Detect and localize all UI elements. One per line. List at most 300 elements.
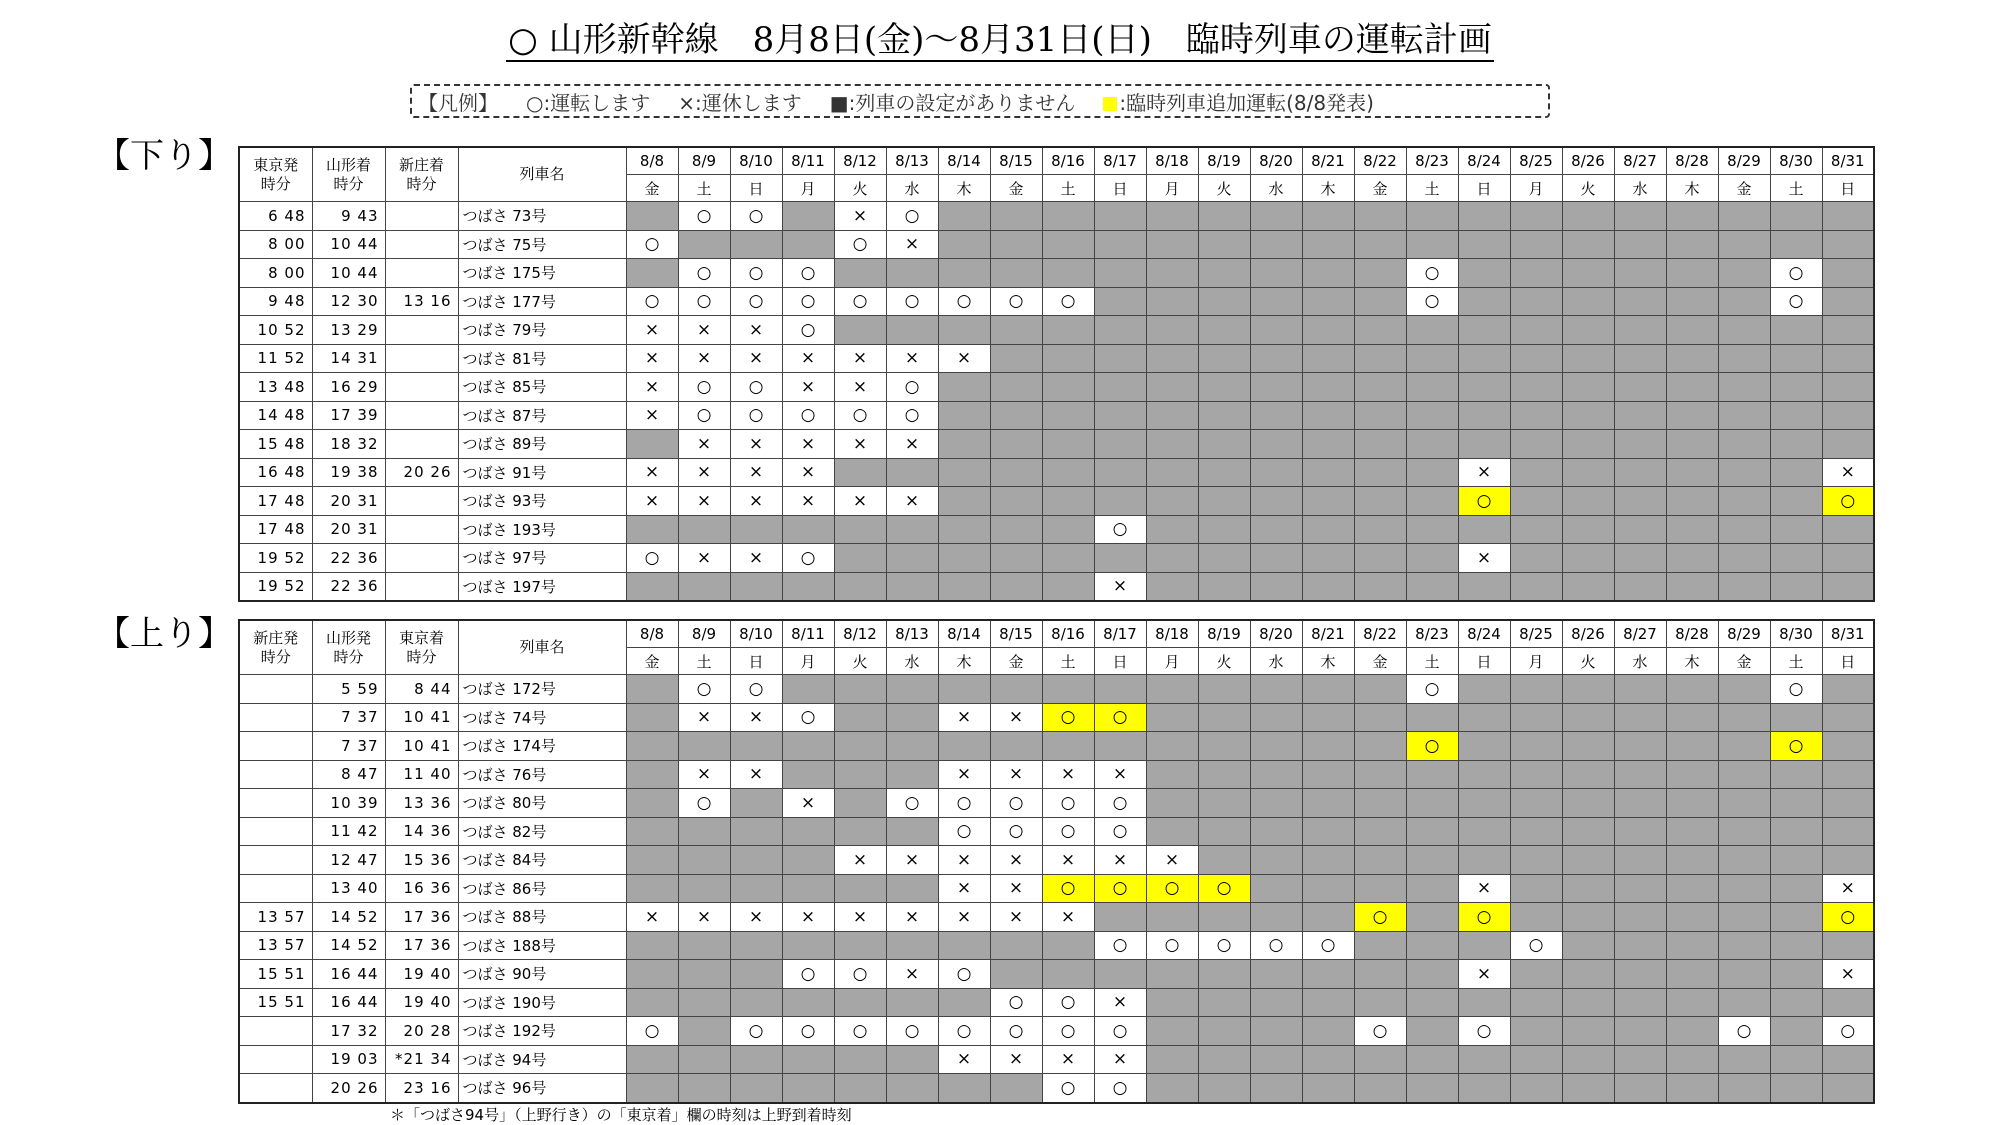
cell-running: ○ — [938, 287, 990, 316]
header-time-3: 新庄着 時分 — [385, 147, 458, 202]
cell-no-service — [1302, 373, 1354, 402]
cell-no-service — [886, 732, 938, 761]
cell-no-service — [990, 202, 1042, 231]
cell-no-service — [1614, 430, 1666, 459]
cell-no-service — [834, 931, 886, 960]
cell-cancelled: × — [1094, 846, 1146, 875]
cell-no-service — [1822, 259, 1874, 288]
cell-cancelled: × — [678, 487, 730, 516]
cell-no-service — [1198, 544, 1250, 573]
cell-no-service — [1822, 401, 1874, 430]
cell-no-service — [1094, 316, 1146, 345]
cell-no-service — [1510, 846, 1562, 875]
cell-no-service — [1614, 287, 1666, 316]
cell-no-service — [1250, 401, 1302, 430]
cell-no-service — [1718, 1045, 1770, 1074]
cell-no-service — [1770, 846, 1822, 875]
train-name: つばさ 73号 — [458, 202, 626, 231]
header-weekday: 土 — [1042, 175, 1094, 202]
cell-running: ○ — [938, 789, 990, 818]
cell-no-service — [730, 572, 782, 601]
cell-no-service — [1354, 401, 1406, 430]
train-name: つばさ 87号 — [458, 401, 626, 430]
cell-running: ○ — [1094, 1074, 1146, 1103]
time-2: 14 31 — [312, 344, 385, 373]
time-2: 18 32 — [312, 430, 385, 459]
time-1: 14 48 — [239, 401, 312, 430]
cell-no-service — [1198, 789, 1250, 818]
cell-no-service — [1770, 373, 1822, 402]
header-time-2: 山形発 時分 — [312, 620, 385, 675]
train-name: つばさ 84号 — [458, 846, 626, 875]
cell-no-service — [1510, 988, 1562, 1017]
cell-no-service — [1666, 960, 1718, 989]
cell-no-service — [1302, 903, 1354, 932]
cell-no-service — [1510, 316, 1562, 345]
cell-no-service — [1302, 874, 1354, 903]
cell-no-service — [1510, 874, 1562, 903]
cell-no-service — [990, 572, 1042, 601]
cell-no-service — [1822, 287, 1874, 316]
legend-cancel: ×:運休します — [678, 90, 802, 115]
cell-no-service — [886, 259, 938, 288]
cell-cancelled: × — [626, 903, 678, 932]
train-name: つばさ 79号 — [458, 316, 626, 345]
cell-no-service — [834, 675, 886, 704]
cell-no-service — [938, 487, 990, 516]
cell-no-service — [1770, 316, 1822, 345]
cell-no-service — [1822, 988, 1874, 1017]
cell-no-service — [1146, 316, 1198, 345]
cell-no-service — [1354, 230, 1406, 259]
train-name: つばさ 175号 — [458, 259, 626, 288]
cell-cancelled: × — [834, 903, 886, 932]
cell-running: ○ — [1302, 931, 1354, 960]
cell-no-service — [1406, 703, 1458, 732]
cell-no-service — [834, 316, 886, 345]
header-weekday: 日 — [1822, 175, 1874, 202]
cell-cancelled: × — [990, 874, 1042, 903]
cell-no-service — [1198, 259, 1250, 288]
cell-no-service — [782, 515, 834, 544]
cell-no-service — [1614, 874, 1666, 903]
cell-cancelled: × — [678, 760, 730, 789]
cell-no-service — [834, 817, 886, 846]
cell-no-service — [1666, 373, 1718, 402]
header-date: 8/12 — [834, 147, 886, 175]
cell-no-service — [1094, 544, 1146, 573]
cell-added-run: ○ — [1458, 903, 1510, 932]
cell-no-service — [1354, 675, 1406, 704]
cell-running: ○ — [678, 259, 730, 288]
header-weekday: 金 — [1718, 175, 1770, 202]
cell-no-service — [626, 675, 678, 704]
time-1 — [239, 789, 312, 818]
cell-running: ○ — [678, 287, 730, 316]
cell-cancelled: × — [1094, 988, 1146, 1017]
cell-no-service — [990, 515, 1042, 544]
cell-no-service — [1562, 703, 1614, 732]
table-row — [239, 903, 1874, 932]
cell-no-service — [1146, 202, 1198, 231]
header-weekday: 木 — [1666, 648, 1718, 675]
cell-no-service — [938, 259, 990, 288]
cell-added-run: ○ — [1354, 903, 1406, 932]
cell-no-service — [1250, 817, 1302, 846]
header-date: 8/14 — [938, 147, 990, 175]
header-weekday: 日 — [1094, 648, 1146, 675]
time-3: 14 36 — [385, 817, 458, 846]
cell-no-service — [1666, 703, 1718, 732]
cell-no-service — [1718, 988, 1770, 1017]
cell-no-service — [1146, 1017, 1198, 1046]
cell-no-service — [1198, 230, 1250, 259]
cell-no-service — [1250, 760, 1302, 789]
cell-no-service — [1042, 732, 1094, 761]
train-name: つばさ 192号 — [458, 1017, 626, 1046]
cell-no-service — [1198, 487, 1250, 516]
cell-no-service — [1354, 874, 1406, 903]
time-2: 12 30 — [312, 287, 385, 316]
time-3: 17 36 — [385, 903, 458, 932]
time-1: 13 48 — [239, 373, 312, 402]
cell-no-service — [1458, 760, 1510, 789]
up-timetable — [238, 619, 1875, 1104]
time-3: 23 16 — [385, 1074, 458, 1103]
cell-running: ○ — [730, 675, 782, 704]
header-date: 8/22 — [1354, 147, 1406, 175]
cell-running: ○ — [990, 817, 1042, 846]
cell-cancelled: × — [1822, 458, 1874, 487]
header-date: 8/14 — [938, 620, 990, 648]
cell-no-service — [886, 874, 938, 903]
cell-no-service — [1198, 703, 1250, 732]
cell-no-service — [1250, 316, 1302, 345]
time-1: 16 48 — [239, 458, 312, 487]
cell-no-service — [678, 817, 730, 846]
time-3 — [385, 401, 458, 430]
cell-no-service — [1614, 732, 1666, 761]
header-weekday: 土 — [1406, 175, 1458, 202]
header-train-name: 列車名 — [458, 620, 626, 675]
cell-no-service — [1198, 675, 1250, 704]
cell-cancelled: × — [834, 430, 886, 459]
cell-running: ○ — [1042, 1017, 1094, 1046]
cell-no-service — [1406, 430, 1458, 459]
cell-cancelled: × — [1146, 846, 1198, 875]
header-weekday: 金 — [1718, 648, 1770, 675]
header-date: 8/19 — [1198, 620, 1250, 648]
cell-no-service — [1042, 572, 1094, 601]
cell-no-service — [1302, 1074, 1354, 1103]
cell-cancelled: × — [886, 903, 938, 932]
cell-no-service — [1250, 903, 1302, 932]
cell-no-service — [1146, 487, 1198, 516]
cell-no-service — [1250, 344, 1302, 373]
cell-no-service — [1666, 202, 1718, 231]
cell-no-service — [938, 1074, 990, 1103]
cell-no-service — [782, 572, 834, 601]
cell-added-run: ○ — [1406, 732, 1458, 761]
cell-no-service — [1718, 430, 1770, 459]
cell-no-service — [1562, 732, 1614, 761]
cell-no-service — [886, 1045, 938, 1074]
cell-no-service — [1614, 230, 1666, 259]
cell-no-service — [782, 230, 834, 259]
time-2: 13 29 — [312, 316, 385, 345]
header-weekday: 火 — [1198, 648, 1250, 675]
cell-no-service — [1146, 960, 1198, 989]
cell-cancelled: × — [678, 703, 730, 732]
cell-no-service — [1614, 202, 1666, 231]
cell-no-service — [1718, 316, 1770, 345]
cell-no-service — [782, 846, 834, 875]
cell-no-service — [1666, 846, 1718, 875]
cell-no-service — [1718, 487, 1770, 516]
cell-no-service — [1718, 515, 1770, 544]
header-date: 8/28 — [1666, 620, 1718, 648]
cell-no-service — [1250, 732, 1302, 761]
cell-no-service — [1666, 675, 1718, 704]
cell-cancelled: × — [678, 458, 730, 487]
cell-no-service — [782, 817, 834, 846]
time-1 — [239, 817, 312, 846]
cell-no-service — [1042, 259, 1094, 288]
cell-no-service — [1562, 1017, 1614, 1046]
cell-cancelled: × — [782, 458, 834, 487]
time-2: 20 31 — [312, 487, 385, 516]
cell-no-service — [834, 515, 886, 544]
cell-no-service — [1718, 846, 1770, 875]
cell-no-service — [1562, 675, 1614, 704]
cell-running: ○ — [626, 230, 678, 259]
header-weekday: 金 — [626, 648, 678, 675]
cell-no-service — [1666, 401, 1718, 430]
header-date: 8/17 — [1094, 147, 1146, 175]
cell-no-service — [1458, 1045, 1510, 1074]
cell-no-service — [1614, 515, 1666, 544]
cell-cancelled: × — [886, 344, 938, 373]
cell-no-service — [1822, 846, 1874, 875]
cell-cancelled: × — [678, 544, 730, 573]
header-date: 8/16 — [1042, 147, 1094, 175]
cell-no-service — [1146, 732, 1198, 761]
cell-no-service — [1718, 259, 1770, 288]
header-date: 8/26 — [1562, 620, 1614, 648]
cell-no-service — [990, 401, 1042, 430]
cell-no-service — [1146, 1045, 1198, 1074]
cell-running: ○ — [834, 401, 886, 430]
cell-no-service — [1770, 789, 1822, 818]
cell-added-run: ○ — [1770, 732, 1822, 761]
cell-no-service — [1146, 572, 1198, 601]
cell-no-service — [782, 202, 834, 231]
section-label-up: 【上り】 — [96, 614, 232, 654]
cell-no-service — [1354, 344, 1406, 373]
cell-no-service — [1458, 316, 1510, 345]
cell-no-service — [1042, 316, 1094, 345]
time-1 — [239, 703, 312, 732]
cell-no-service — [678, 1017, 730, 1046]
cell-running: ○ — [938, 817, 990, 846]
header-time-3: 東京着 時分 — [385, 620, 458, 675]
cell-cancelled: × — [730, 703, 782, 732]
header-weekday: 水 — [1614, 175, 1666, 202]
table-row — [239, 760, 1874, 789]
header-weekday: 木 — [1302, 648, 1354, 675]
cell-no-service — [1146, 760, 1198, 789]
cell-no-service — [990, 732, 1042, 761]
cell-no-service — [1354, 760, 1406, 789]
cell-cancelled: × — [990, 846, 1042, 875]
cell-running: ○ — [626, 1017, 678, 1046]
header-date: 8/24 — [1458, 620, 1510, 648]
header-date: 8/21 — [1302, 620, 1354, 648]
time-1 — [239, 1017, 312, 1046]
cell-no-service — [1510, 544, 1562, 573]
cell-no-service — [1406, 988, 1458, 1017]
cell-no-service — [1354, 515, 1406, 544]
cell-no-service — [990, 259, 1042, 288]
header-date: 8/17 — [1094, 620, 1146, 648]
cell-no-service — [1666, 732, 1718, 761]
time-3: 11 40 — [385, 760, 458, 789]
cell-no-service — [1718, 789, 1770, 818]
cell-cancelled: × — [730, 344, 782, 373]
header-weekday: 月 — [782, 175, 834, 202]
time-2: 16 44 — [312, 960, 385, 989]
cell-no-service — [1614, 373, 1666, 402]
cell-cancelled: × — [938, 874, 990, 903]
cell-running: ○ — [1770, 287, 1822, 316]
time-2: 7 37 — [312, 732, 385, 761]
cell-no-service — [1666, 287, 1718, 316]
time-2: 19 38 — [312, 458, 385, 487]
cell-no-service — [1822, 1045, 1874, 1074]
cell-no-service — [1510, 760, 1562, 789]
cell-no-service — [1822, 344, 1874, 373]
cell-no-service — [1198, 760, 1250, 789]
cell-no-service — [730, 789, 782, 818]
cell-no-service — [1562, 316, 1614, 345]
cell-no-service — [1562, 373, 1614, 402]
header-date: 8/10 — [730, 620, 782, 648]
cell-no-service — [1562, 401, 1614, 430]
cell-no-service — [1250, 515, 1302, 544]
cell-no-service — [626, 572, 678, 601]
cell-no-service — [1406, 230, 1458, 259]
cell-no-service — [1146, 430, 1198, 459]
cell-no-service — [1302, 544, 1354, 573]
cell-no-service — [1562, 931, 1614, 960]
legend-none: ■:列車の設定がありません — [829, 90, 1076, 115]
cell-no-service — [834, 874, 886, 903]
cell-no-service — [886, 544, 938, 573]
table-row — [239, 960, 1874, 989]
cell-no-service — [1614, 846, 1666, 875]
cell-running: ○ — [1094, 817, 1146, 846]
cell-no-service — [1198, 373, 1250, 402]
cell-no-service — [990, 675, 1042, 704]
cell-cancelled: × — [1042, 1045, 1094, 1074]
cell-running: ○ — [886, 789, 938, 818]
cell-no-service — [678, 515, 730, 544]
time-3 — [385, 344, 458, 373]
cell-running: ○ — [886, 287, 938, 316]
cell-no-service — [1302, 760, 1354, 789]
time-3: 20 26 — [385, 458, 458, 487]
cell-no-service — [1458, 430, 1510, 459]
table-row — [239, 874, 1874, 903]
header-date: 8/18 — [1146, 147, 1198, 175]
cell-no-service — [1354, 988, 1406, 1017]
cell-no-service — [1770, 430, 1822, 459]
cell-no-service — [1354, 458, 1406, 487]
cell-no-service — [1406, 515, 1458, 544]
cell-cancelled: × — [678, 903, 730, 932]
time-1: 19 52 — [239, 544, 312, 573]
cell-running: ○ — [678, 675, 730, 704]
train-name: つばさ 81号 — [458, 344, 626, 373]
cell-no-service — [1822, 572, 1874, 601]
cell-no-service — [1614, 789, 1666, 818]
table-row — [239, 703, 1874, 732]
cell-no-service — [1562, 544, 1614, 573]
cell-no-service — [886, 458, 938, 487]
train-name: つばさ 91号 — [458, 458, 626, 487]
cell-no-service — [1562, 760, 1614, 789]
train-name: つばさ 86号 — [458, 874, 626, 903]
time-2: 10 44 — [312, 230, 385, 259]
cell-no-service — [1406, 373, 1458, 402]
cell-no-service — [1510, 287, 1562, 316]
cell-no-service — [1094, 202, 1146, 231]
cell-running: ○ — [626, 287, 678, 316]
cell-no-service — [1510, 458, 1562, 487]
cell-no-service — [1614, 544, 1666, 573]
cell-no-service — [626, 515, 678, 544]
time-1: 17 48 — [239, 515, 312, 544]
header-time-2: 山形着 時分 — [312, 147, 385, 202]
table-row — [239, 515, 1874, 544]
cell-running: ○ — [782, 259, 834, 288]
cell-no-service — [886, 515, 938, 544]
cell-no-service — [1510, 732, 1562, 761]
table-row — [239, 487, 1874, 516]
cell-no-service — [1146, 903, 1198, 932]
cell-running: ○ — [782, 1017, 834, 1046]
cell-no-service — [1250, 430, 1302, 459]
cell-cancelled: × — [730, 458, 782, 487]
cell-no-service — [1406, 1045, 1458, 1074]
cell-no-service — [1562, 430, 1614, 459]
cell-no-service — [1354, 732, 1406, 761]
cell-running: ○ — [1094, 789, 1146, 818]
cell-no-service — [1458, 1074, 1510, 1103]
legend-added — [1103, 87, 1374, 116]
cell-no-service — [1198, 515, 1250, 544]
cell-no-service — [1302, 515, 1354, 544]
cell-no-service — [1718, 230, 1770, 259]
cell-no-service — [1250, 572, 1302, 601]
time-1: 19 52 — [239, 572, 312, 601]
cell-running: ○ — [730, 202, 782, 231]
cell-running: ○ — [1406, 259, 1458, 288]
cell-cancelled: × — [626, 487, 678, 516]
cell-cancelled: × — [678, 316, 730, 345]
cell-no-service — [1094, 287, 1146, 316]
table-row — [239, 988, 1874, 1017]
